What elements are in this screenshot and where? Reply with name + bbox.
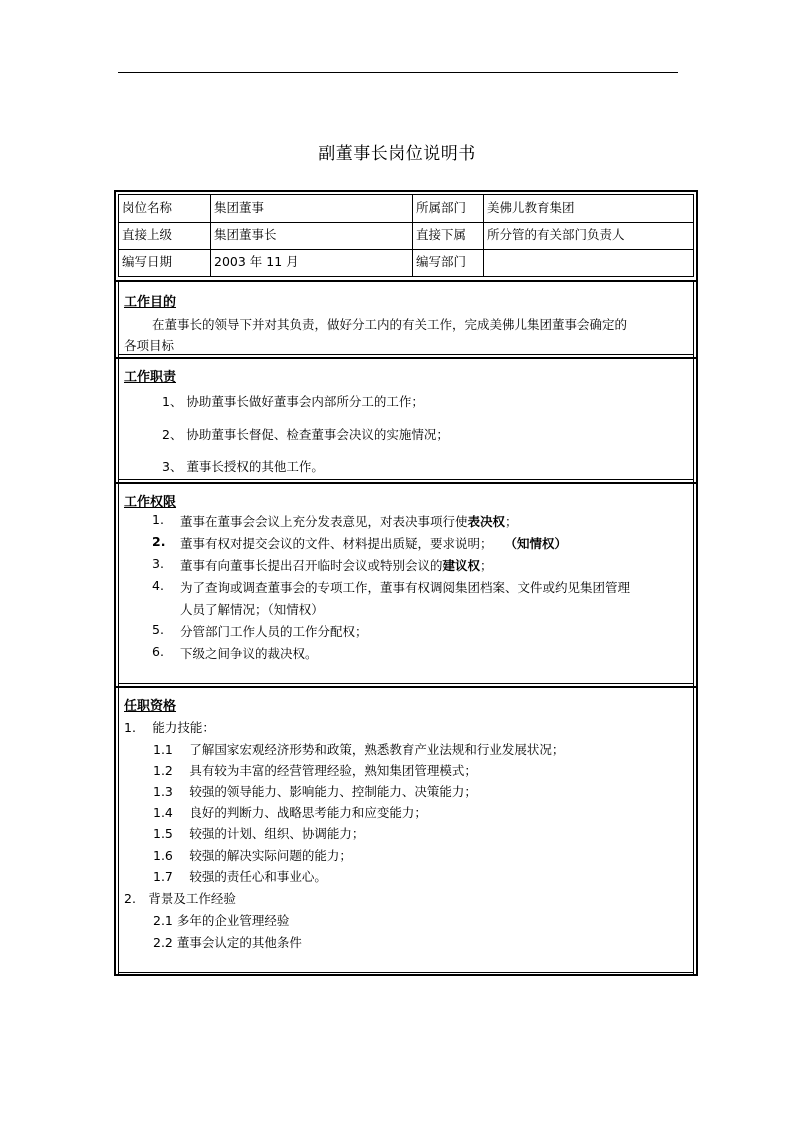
authority-item-continued: 人员了解情况；（知情权）: [180, 602, 324, 617]
authority-item: 为了查询或调查董事会的专项工作，董事有权调阅集团档案、文件或约见集团管理: [180, 580, 631, 595]
skill-item: 1.4 良好的判断力、战略思考能力和应变能力；: [153, 805, 427, 820]
authority-item: 董事有权对提交会议的文件、材料提出质疑，要求说明； （知情权）: [180, 536, 567, 551]
qualification-group: 1. 能力技能：: [124, 720, 215, 735]
skill-item: 1.1 了解国家宏观经济形势和政策，熟悉教育产业法规和行业发展状况；: [153, 742, 565, 757]
duty-item: 3、 董事长授权的其他工作。: [162, 459, 324, 474]
label-position-name: 岗位名称: [122, 200, 173, 215]
authority-item: 董事在董事会会议上充分发表意见，对表决事项行使表决权；: [180, 514, 518, 529]
value-position-name: 集团董事: [214, 200, 265, 215]
authority-num: 3.: [152, 556, 164, 571]
duties-heading: 工作职责: [124, 370, 177, 385]
authority-num: 4.: [152, 578, 164, 593]
duty-item: 1、 协助董事长做好董事会内部所分工的工作；: [162, 394, 424, 409]
job-description-form: [114, 190, 698, 976]
purpose-text-line1: 在董事长的领导下并对其负责，做好分工内的有关工作，完成美佛儿集团董事会确定的: [152, 317, 628, 332]
skill-item: 1.5 较强的计划、组织、协调能力；: [153, 826, 365, 841]
value-direct-superior: 集团董事长: [214, 227, 277, 242]
skill-item: 1.3 较强的领导能力、影响能力、控制能力、决策能力；: [153, 784, 477, 799]
header-rule: [118, 72, 678, 73]
label-date-written: 编写日期: [122, 254, 173, 269]
label-direct-subordinate: 直接下属: [416, 227, 467, 242]
experience-item: 2.2 董事会认定的其他条件: [153, 935, 302, 950]
authority-num: 2.: [152, 534, 166, 549]
authority-item: 董事有向董事长提出召开临时会议或特别会议的建议权；: [180, 558, 493, 573]
skill-item: 1.7 较强的责任心和事业心。: [153, 869, 327, 884]
qualifications-heading: 任职资格: [124, 699, 177, 714]
authority-item: 下级之间争议的裁决权。: [180, 646, 318, 661]
purpose-text-line2: 各项目标: [124, 338, 175, 353]
value-department: 美佛儿教育集团: [487, 200, 575, 215]
experience-item: 2.1 多年的企业管理经验: [153, 913, 290, 928]
value-date-written: 2003 年 11 月: [214, 254, 299, 269]
label-writing-department: 编写部门: [416, 254, 467, 269]
authority-item: 分管部门工作人员的工作分配权；: [180, 624, 368, 639]
authority-num: 6.: [152, 644, 164, 659]
authority-num: 5.: [152, 622, 164, 637]
authority-num: 1.: [152, 512, 164, 527]
qualification-group: 2. 背景及工作经验: [124, 891, 236, 906]
purpose-heading: 工作目的: [124, 295, 177, 310]
skill-item: 1.6 较强的解决实际问题的能力；: [153, 848, 352, 863]
label-direct-superior: 直接上级: [122, 227, 173, 242]
value-direct-subordinate: 所分管的有关部门负责人: [487, 227, 625, 242]
authority-heading: 工作权限: [124, 495, 177, 510]
label-department: 所属部门: [416, 200, 467, 215]
skill-item: 1.2 具有较为丰富的经营管理经验，熟知集团管理模式；: [153, 763, 477, 778]
duty-item: 2、 协助董事长督促、检查董事会决议的实施情况；: [162, 427, 449, 442]
page-title: 副董事长岗位说明书: [318, 144, 476, 164]
